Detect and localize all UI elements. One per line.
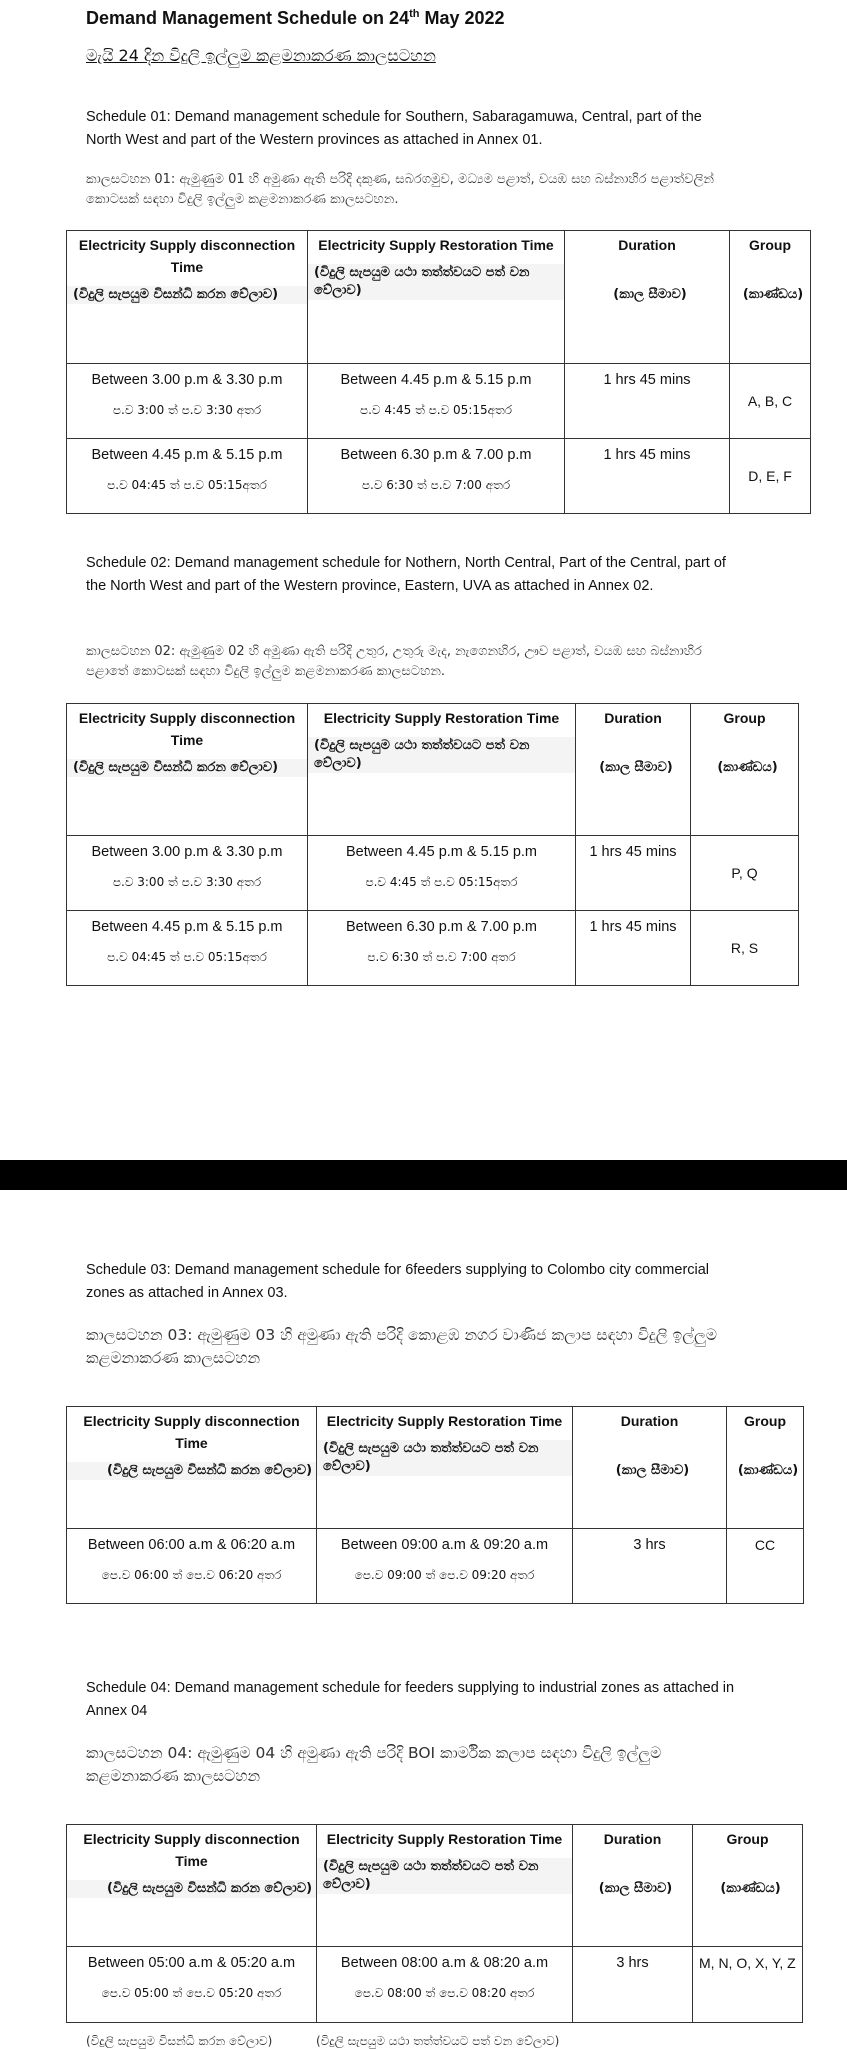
table-row <box>67 911 799 986</box>
restoration-cell: Between 6.30 p.m & 7.00 p.m ප.ව 6:30 ත් ප.ව 7:00 අතර <box>308 911 576 986</box>
schedule-4-description: Schedule 04: Demand management schedule for feeders supplying to industrial zones as attached in Annex 04 <box>86 1680 735 1719</box>
group-cell: M, N, O, X, Y, Z <box>693 1947 803 2023</box>
cut-off-disconnection-label: (විදුලි සැපයුම විසන්ධි කරන වේලාව) <box>86 2034 273 2048</box>
schedule-3-table <box>66 1406 804 1604</box>
duration-cell: 1 hrs 45 mins <box>565 364 730 439</box>
duration-cell: 1 hrs 45 mins <box>576 911 691 986</box>
header-restoration: Electricity Supply Restoration Time (විදුලි සැපයුම යථා තත්ත්වයට පත් වන වේලාව) <box>308 231 565 364</box>
schedule-3-description-sinhala: කාලසටහන 03: ඇමුණුම 03 හි අමුණා ඇති පරිදි කොළඹ නගර වාණිජ කලාප සඳහා විදුලි ඉල්ලුම කළමනාකරණ කාලසටහන <box>86 1326 717 1367</box>
disconnection-cell: Between 4.45 p.m & 5.15 p.m ප.ව 04:45 ත් ප.ව 05:15අතර <box>67 911 308 986</box>
header-restoration: Electricity Supply Restoration Time (විදුලි සැපයුම යථා තත්ත්වයට පත් වන වේලාව) <box>317 1407 573 1529</box>
header-restoration: Electricity Supply Restoration Time (විදුලි සැපයුම යථා තත්ත්වයට පත් වන වේලාව) <box>317 1825 573 1947</box>
schedule-2-description-sinhala: කාලසටහන 02: ඇමුණුම 02 හි අමුණා ඇති පරිදි උතුර, උතුරු මැද, නැගෙනහිර, ඌව පළාත්, වයඹ සහ බස්නාහිර පළාතේ කොටසක් සඳහා විදුලි ඉල්ලුම කළමනාකරණ කාලසටහන. <box>86 644 702 679</box>
duration-cell: 3 hrs <box>573 1529 727 1604</box>
cut-off-row <box>66 2034 801 2048</box>
table-row <box>67 836 799 911</box>
schedule-4-description-sinhala: කාලසටහන 04: ඇමුණුම 04 හි අමුණා ඇති පරිදි BOI කාර්මික කලාප සඳහා විදුලි ඉල්ලුම කළමනාකරණ කාලසටහන <box>86 1744 662 1785</box>
disconnection-cell: Between 3.00 p.m & 3.30 p.m ප.ව 3:00 ත් ප.ව 3:30 අතර <box>67 836 308 911</box>
header-duration: Duration (කාල සීමාව) <box>573 1407 727 1529</box>
header-group: Group (කාණ්ඩය) <box>730 231 811 364</box>
schedule-1-description: Schedule 01: Demand management schedule for Southern, Sabaragamuwa, Central, part of the North West and part of the Western provinces as attached in Annex 01. <box>86 109 702 148</box>
page-title: Demand Management Schedule on 24th May 2022 <box>86 8 505 28</box>
disconnection-cell: Between 05:00 a.m & 05:20 a.m පෙ.ව 05:00 ත් පෙ.ව 05:20 අතර <box>67 1947 317 2023</box>
restoration-cell: Between 4.45 p.m & 5.15 p.m ප.ව 4:45 ත් ප.ව 05:15අතර <box>308 364 565 439</box>
header-duration: Duration (කාල සීමාව) <box>565 231 730 364</box>
table-header-row <box>67 704 799 836</box>
restoration-cell: Between 09:00 a.m & 09:20 a.m පෙ.ව 09:00 ත් පෙ.ව 09:20 අතර <box>317 1529 573 1604</box>
header-group: Group (කාණ්ඩය) <box>691 704 799 836</box>
table-header-row <box>67 1825 803 1947</box>
restoration-cell: Between 4.45 p.m & 5.15 p.m ප.ව 4:45 ත් ප.ව 05:15අතර <box>308 836 576 911</box>
disconnection-cell: Between 06:00 a.m & 06:20 a.m පෙ.ව 06:00 ත් පෙ.ව 06:20 අතර <box>67 1529 317 1604</box>
table-header-row <box>67 1407 804 1529</box>
header-disconnection: Electricity Supply disconnection Time (විදුලි සැපයුම විසන්ධි කරන වේලාව) <box>67 704 308 836</box>
page-break-bar <box>0 1160 847 1190</box>
group-cell: P, Q <box>691 836 799 911</box>
cut-off-restoration-label: (විදුලි සැපයුම යථා තත්ත්වයට පත් වන වේලාව) <box>316 2034 560 2048</box>
group-cell: R, S <box>691 911 799 986</box>
duration-cell: 1 hrs 45 mins <box>565 439 730 514</box>
restoration-cell: Between 6.30 p.m & 7.00 p.m ප.ව 6:30 ත් ප.ව 7:00 අතර <box>308 439 565 514</box>
header-disconnection: Electricity Supply disconnection Time (විදුලි සැපයුම විසන්ධි කරන වේලාව) <box>67 1407 317 1529</box>
disconnection-cell: Between 4.45 p.m & 5.15 p.m ප.ව 04:45 ත් ප.ව 05:15අතර <box>67 439 308 514</box>
duration-cell: 1 hrs 45 mins <box>576 836 691 911</box>
table-row <box>67 1947 803 2023</box>
schedule-4-table <box>66 1824 803 2023</box>
schedule-1-table <box>66 230 811 514</box>
header-disconnection: Electricity Supply disconnection Time (විදුලි සැපයුම විසන්ධි කරන වේලාව) <box>67 231 308 364</box>
header-duration: Duration (කාල සීමාව) <box>576 704 691 836</box>
group-cell: A, B, C <box>730 364 811 439</box>
duration-cell: 3 hrs <box>573 1947 693 2023</box>
group-cell: CC <box>727 1529 804 1604</box>
restoration-cell: Between 08:00 a.m & 08:20 a.m පෙ.ව 08:00 ත් පෙ.ව 08:20 අතර <box>317 1947 573 2023</box>
schedule-2-description: Schedule 02: Demand management schedule for Nothern, North Central, Part of the Central, part of the North West and part of the Western province, Eastern, UVA as attached in Annex 02. <box>86 555 726 594</box>
header-restoration: Electricity Supply Restoration Time (විදුලි සැපයුම යථා තත්ත්වයට පත් වන වේලාව) <box>308 704 576 836</box>
header-disconnection: Electricity Supply disconnection Time (විදුලි සැපයුම විසන්ධි කරන වේලාව) <box>67 1825 317 1947</box>
schedule-1-description-sinhala: කාලසටහන 01: ඇමුණුම 01 හි අමුණා ඇති පරිදි දකුණ, සබරගමුව, මධ්‍යම පළාත්, වයඹ සහ බස්නාහිර පළාත්වලින් කොටසක් සඳහා විදුලි ඉල්ලුම කළමනාකරණ කාලසටහන. <box>86 172 714 207</box>
table-row <box>67 364 811 439</box>
schedule-3-description: Schedule 03: Demand management schedule for 6feeders supplying to Colombo city commercial zones as attached in Annex 03. <box>86 1262 710 1301</box>
table-header-row <box>67 231 811 364</box>
schedule-2-table <box>66 703 799 986</box>
group-cell: D, E, F <box>730 439 811 514</box>
header-duration: Duration (කාල සීමාව) <box>573 1825 693 1947</box>
page-subtitle-sinhala: මැයි 24 දින විදුලි ඉල්ලුම කළමනාකරණ කාලසටහන <box>86 46 436 65</box>
table-row <box>67 1529 804 1604</box>
header-group: Group (කාණ්ඩය) <box>727 1407 804 1529</box>
header-group: Group (කාණ්ඩය) <box>693 1825 803 1947</box>
disconnection-cell: Between 3.00 p.m & 3.30 p.m ප.ව 3:00 ත් ප.ව 3:30 අතර <box>67 364 308 439</box>
table-row <box>67 439 811 514</box>
